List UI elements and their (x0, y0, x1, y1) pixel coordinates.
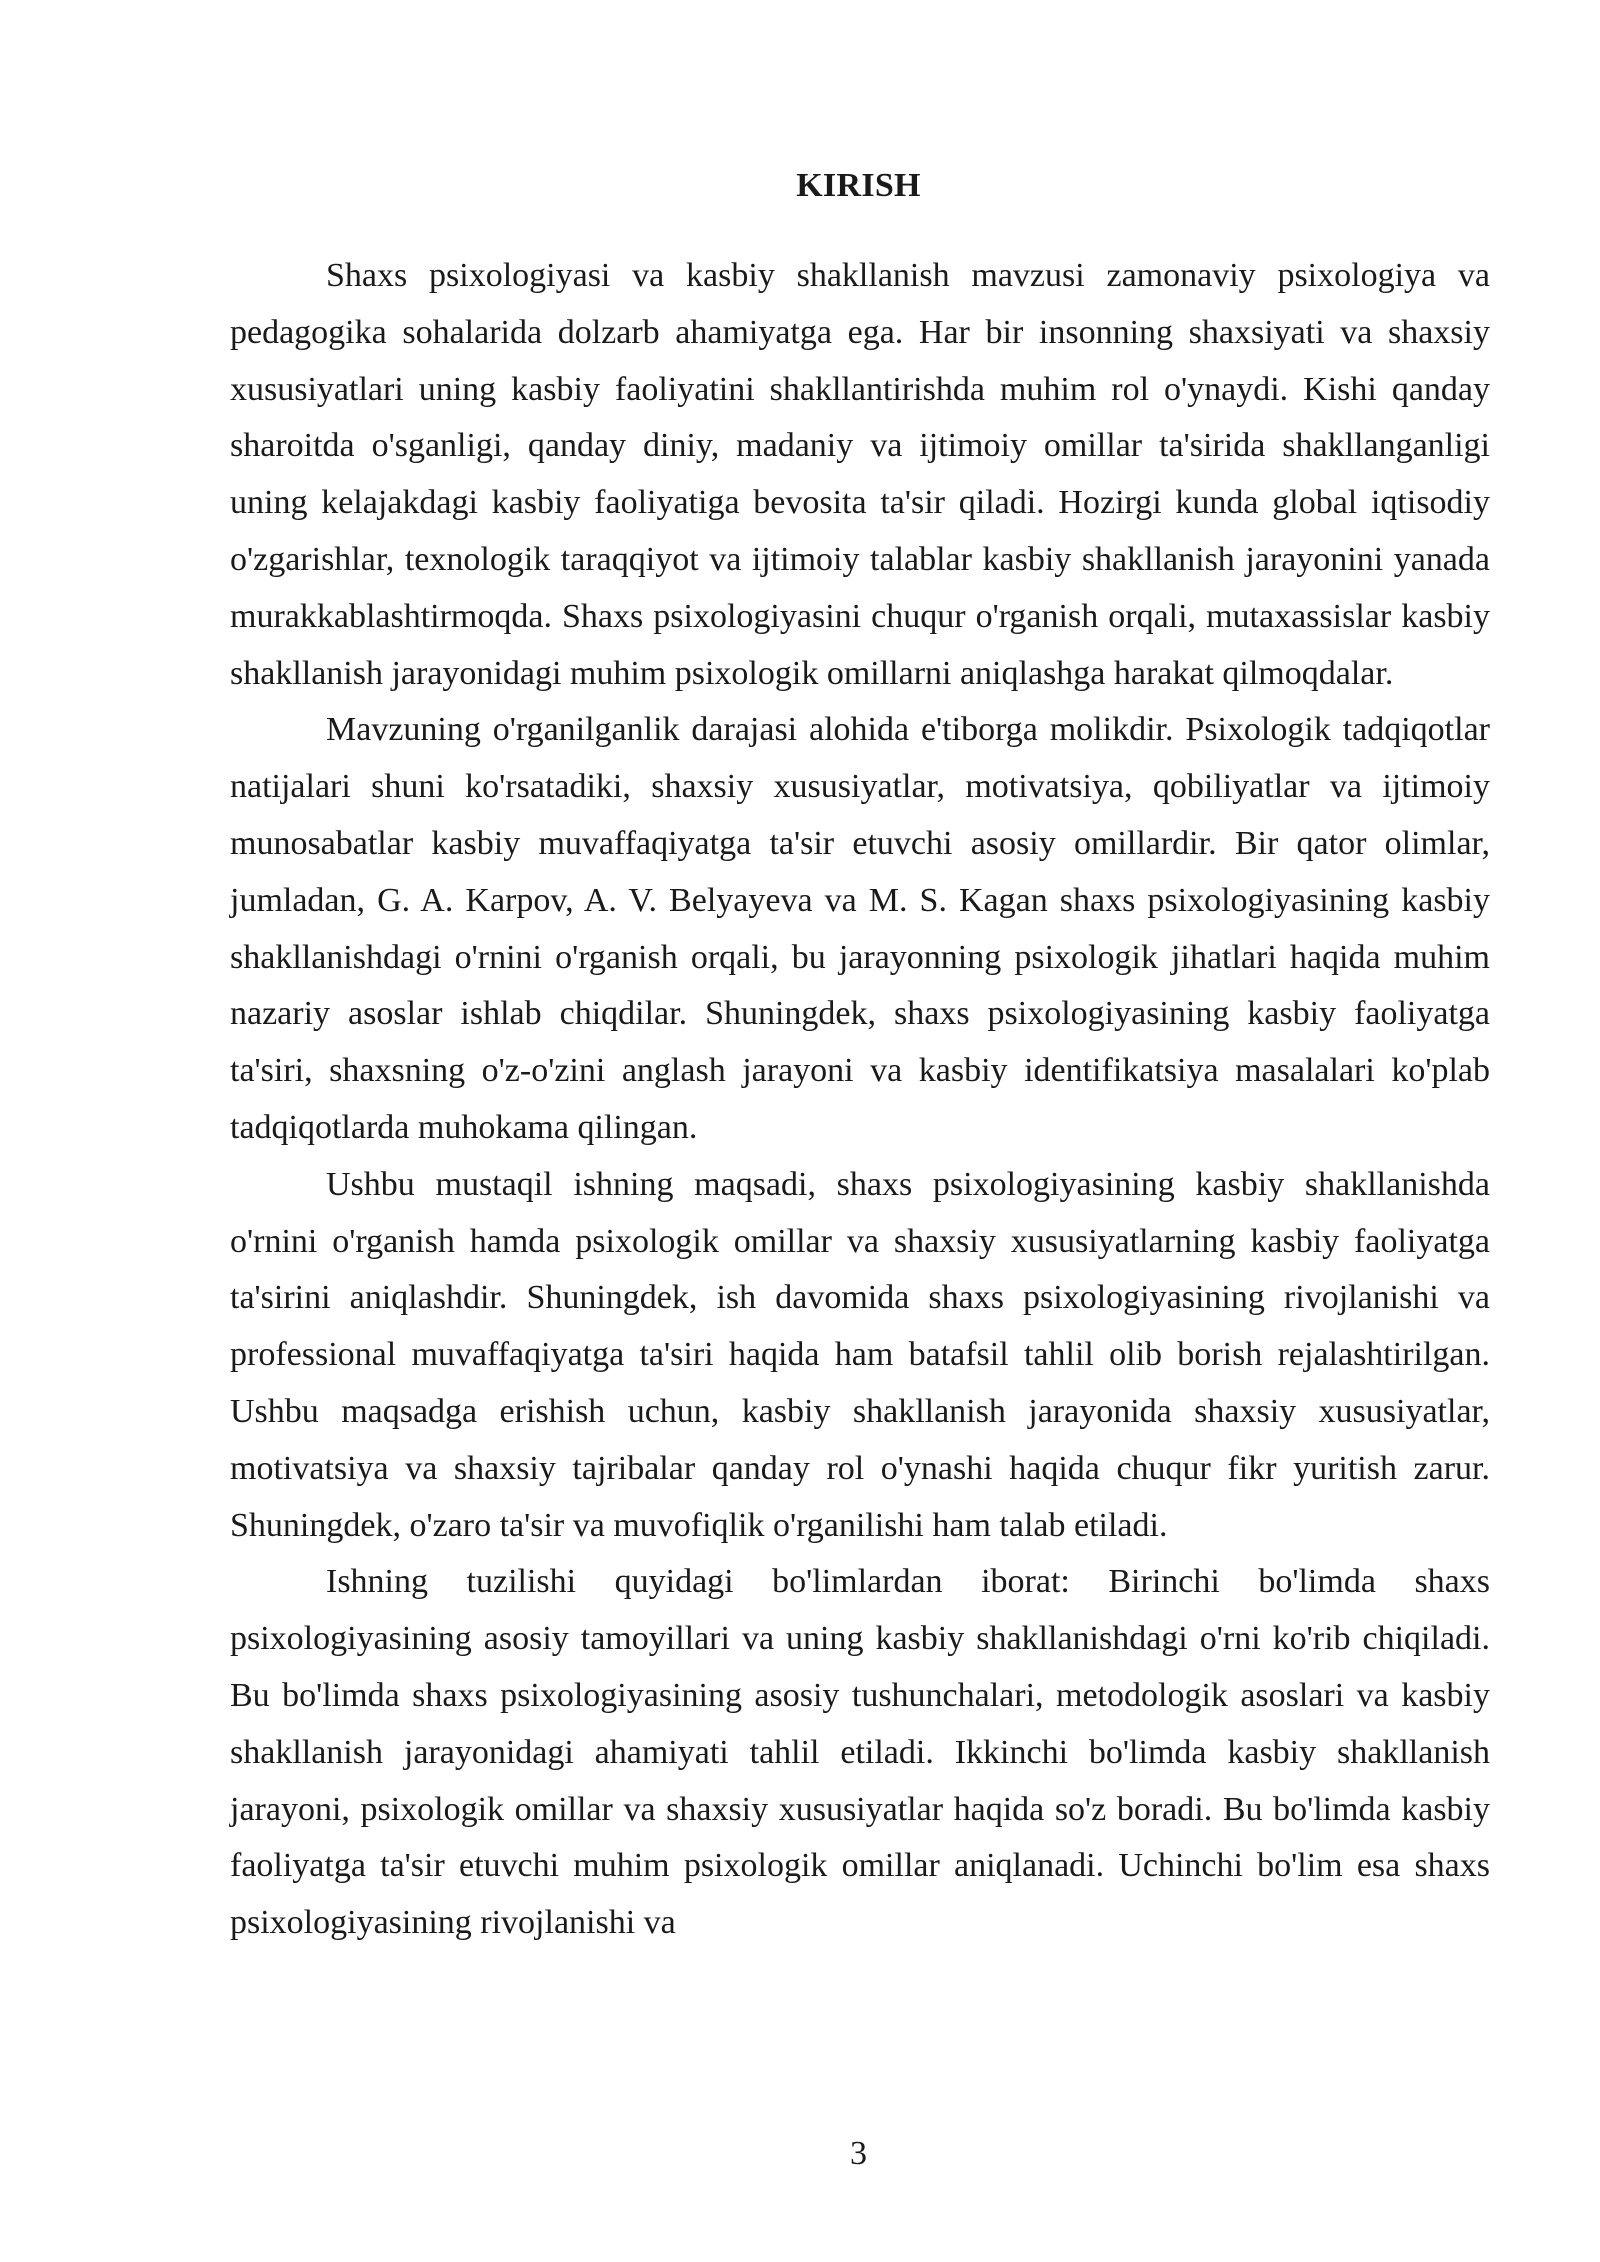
paragraph-goal: Ushbu mustaqil ishning maqsadi, shaxs psixologiyasining kasbiy shakllanishda o'rnini o'rganish hamda psixologik omillar va shaxsiy xususiyatlarning kasbiy faoliyatga ta'sirini aniqlashdir. Shuningdek, ish davomida shaxs psixologiyasining rivojlanishi va professional muvaffaqiyatga ta'siri haqida ham batafsil tahlil olib borish rejalashtirilgan. Ushbu maqsadga erishish uchun, kasbiy shakllanish jarayonida shaxsiy xususiyatlar, motivatsiya va shaxsiy tajribalar qanday rol o'ynashi haqida chuqur fikr yuritish zarur. Shuningdek, o'zaro ta'sir va muvofiqlik o'rganilishi ham talab etiladi. (230, 1165, 1490, 1544)
page-title: KIRISH (796, 167, 921, 204)
paragraph-intro: Shaxs psixologiyasi va kasbiy shakllanish mavzusi zamonaviy psixologiya va pedagogika sohalarida dolzarb ahamiyatga ega. Har bir insonning shaxsiyati va shaxsiy xususiyatlari uning kasbiy faoliyatini shakllantirishda muhim rol o'ynaydi. Kishi qanday sharoitda o'sganligi, qanday diniy, madaniy va ijtimoiy omillar ta'sirida shakllanganligi uning kelajakdagi kasbiy faoliyatiga bevosita ta'sir qiladi. Hozirgi kunda global iqtisodiy o'zgarishlar, texnologik taraqqiyot va ijtimoiy talablar kasbiy shakllanish jarayonini yanada murakkablashtirmoqda. Shaxs psixologiyasini chuqur o'rganish orqali, mutaxassislar kasbiy shakllanish jarayonidagi muhim psixologik omillarni aniqlashga harakat qilmoqdalar. (230, 257, 1490, 692)
body-text (230, 248, 1490, 1952)
page-number: 3 (850, 2135, 867, 2172)
paragraph-structure: Ishning tuzilishi quyidagi bo'limlardan iborat: Birinchi bo'limda shaxs psixologiyasining asosiy tamoyillari va uning kasbiy shakllanishdagi o'rni ko'rib chiqiladi. Bu bo'limda shaxs psixologiyasining asosiy tushunchalari, metodologik asoslari va kasbiy shakllanish jarayonidagi ahamiyati tahlil etiladi. Ikkinchi bo'limda kasbiy shakllanish jarayoni, psixologik omillar va shaxsiy xususiyatlar haqida so'z boradi. Bu bo'limda kasbiy faoliyatga ta'sir etuvchi muhim psixologik omillar aniqlanadi. Uchinchi bo'lim esa shaxs psixologiyasining rivojlanishi va (230, 1563, 1490, 1942)
paragraph-research-level: Mavzuning o'rganilganlik darajasi alohida e'tiborga molikdir. Psixologik tadqiqotlar natijalari shuni ko'rsatadiki, shaxsiy xususiyatlar, motivatsiya, qobiliyatlar va ijtimoiy munosabatlar kasbiy muvaffaqiyatga ta'sir etuvchi asosiy omillardir. Bir qator olimlar, jumladan, G. A. Karpov, A. V. Belyayeva va M. S. Kagan shaxs psixologiyasining kasbiy shakllanishdagi o'rnini o'rganish orqali, bu jarayonning psixologik jihatlari haqida muhim nazariy asoslar ishlab chiqdilar. Shuningdek, shaxs psixologiyasining kasbiy faoliyatga ta'siri, shaxsning o'z-o'zini anglash jarayoni va kasbiy identifikatsiya masalalari ko'plab tadqiqotlarda muhokama qilingan. (230, 711, 1490, 1146)
